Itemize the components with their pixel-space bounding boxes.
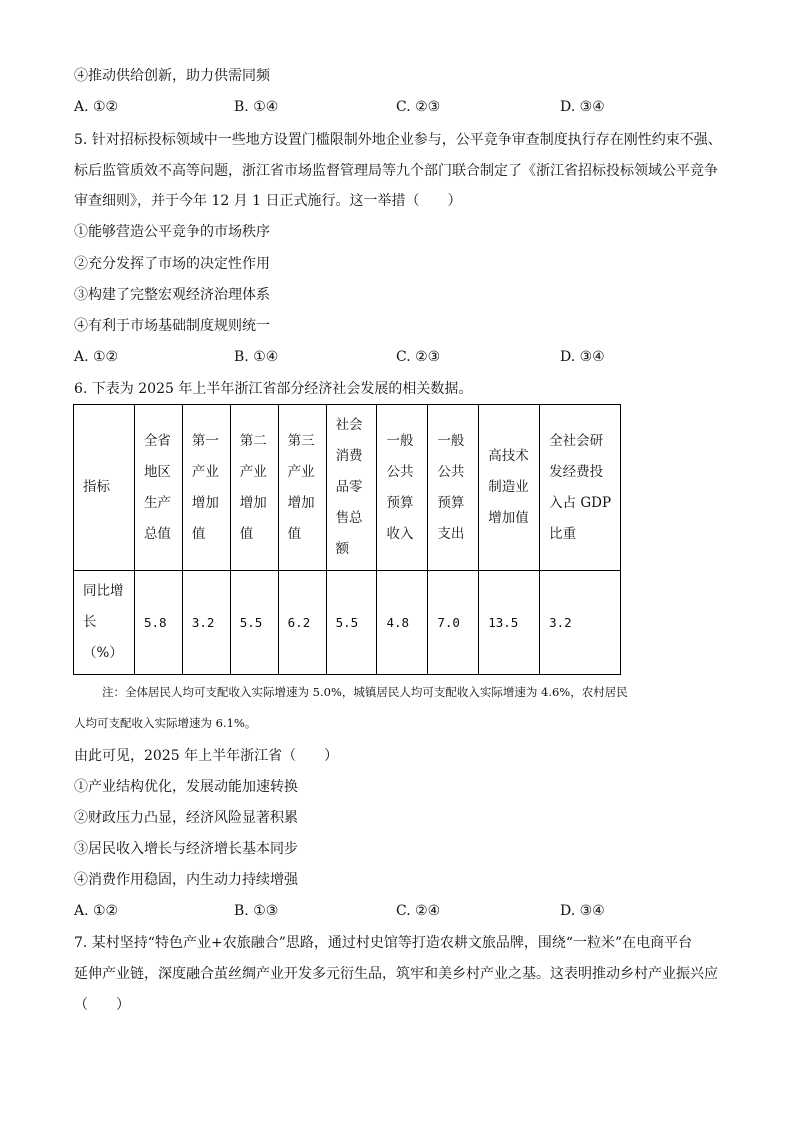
header-text: 值 xyxy=(287,525,302,542)
header-cell-retail xyxy=(326,405,377,571)
table-note-line-1: 注：全体居民人均可支配收入实际增速为 5.0%，城镇居民人均可支配收入实际增速为 4.6%，农村居民 xyxy=(102,685,628,699)
q5-stem-line-2: 标后监管质效不高等问题，浙江省市场监督管理局等九个部门联合制定了《浙江省招标投标领域公平竞争 xyxy=(74,163,718,179)
header-text: 生产 xyxy=(143,494,171,511)
q5-option-b: B. ①④ xyxy=(234,349,279,365)
row-label-text: 长 xyxy=(83,614,97,630)
header-text: 比重 xyxy=(549,525,577,542)
q5-item-2: ②充分发挥了市场的决定性作用 xyxy=(74,256,270,272)
q7-stem-line-2: 延伸产业链，深度融合茧丝绸产业开发多元衍生品，筑牢和美乡村产业之基。这表明推动乡村产业振兴应 xyxy=(74,966,718,982)
header-text: 制造业 xyxy=(488,479,529,495)
header-cell-secondary xyxy=(230,405,278,571)
q6-item-3: ③居民收入增长与经济增长基本同步 xyxy=(74,841,298,857)
q4-item-4: ④推动供给创新，助力供需同频 xyxy=(74,68,270,84)
header-text: 总值 xyxy=(143,525,171,542)
q4-options xyxy=(74,97,694,117)
header-text: 增加 xyxy=(191,494,219,511)
q6-question: 由此可见，2025 年上半年浙江省（ ） xyxy=(74,748,339,764)
q6-option-c: C. ②④ xyxy=(396,903,441,919)
q6-item-2: ②财政压力凸显，经济风险显著积累 xyxy=(74,810,298,826)
header-cell-revenue xyxy=(377,405,428,571)
q6-option-d: D. ③④ xyxy=(560,903,605,919)
header-text: 品零 xyxy=(335,479,363,495)
header-text: 产业 xyxy=(191,463,219,480)
value-cell: 3.2 xyxy=(182,571,230,675)
value-cell: 5.5 xyxy=(326,571,377,675)
table-note-line-2: 人均可支配收入实际增速为 6.1%。 xyxy=(74,716,257,730)
header-text: 值 xyxy=(239,525,254,542)
header-text: 预算 xyxy=(437,494,465,511)
header-text: 消费 xyxy=(335,448,363,464)
header-text: 收入 xyxy=(386,525,414,542)
header-cell-hightech xyxy=(479,405,540,571)
header-cell-expenditure xyxy=(428,405,479,571)
q5-stem-line-3: 审查细则》，并于今年 12 月 1 日正式施行。这一举措（ ） xyxy=(74,193,462,209)
value-cell: 13.5 xyxy=(479,571,540,675)
q6-option-a: A. ①② xyxy=(74,903,119,919)
header-text: 全省 xyxy=(143,432,171,449)
header-text: 一般 xyxy=(386,432,414,449)
header-text: 全社会研 xyxy=(549,432,604,449)
q5-option-d: D. ③④ xyxy=(560,349,605,365)
header-text: 公共 xyxy=(386,463,414,480)
header-text: 额 xyxy=(335,541,350,557)
q4-option-c: C. ②③ xyxy=(396,99,441,115)
header-cell-gdp xyxy=(134,405,182,571)
header-label-cell xyxy=(74,405,135,571)
header-text: 社会 xyxy=(335,417,363,433)
q4-option-d: D. ③④ xyxy=(560,99,605,115)
q5-options xyxy=(74,347,694,367)
header-text: 值 xyxy=(191,525,206,542)
header-cell-primary xyxy=(182,405,230,571)
q7-stem-line-3: （ ） xyxy=(74,997,130,1013)
header-label: 指标 xyxy=(83,479,110,495)
header-text: 高技术 xyxy=(488,448,529,464)
row-label-cell xyxy=(74,571,135,675)
header-cell-tertiary xyxy=(278,405,326,571)
header-text: 发经费投 xyxy=(549,463,604,480)
value-cell: 4.8 xyxy=(377,571,428,675)
header-text: 一般 xyxy=(437,432,465,449)
q4-option-b: B. ①④ xyxy=(234,99,279,115)
q5-item-1: ①能够营造公平竞争的市场秩序 xyxy=(74,224,270,240)
row-label-text: 同比增 xyxy=(83,583,124,599)
value-cell: 7.0 xyxy=(428,571,479,675)
value-cell: 5.5 xyxy=(230,571,278,675)
header-text: 预算 xyxy=(386,494,414,511)
header-text: 第一 xyxy=(191,432,219,449)
header-text: 增加值 xyxy=(488,510,529,526)
q5-option-a: A. ①② xyxy=(74,349,119,365)
q7-stem-line-1: 7. 某村坚持“特色产业+农旅融合”思路，通过村史馆等打造农耕文旅品牌，围绕“一粒米”在电商平台 xyxy=(74,935,693,951)
table-header-row xyxy=(74,405,621,571)
header-text: 产业 xyxy=(287,463,315,480)
header-text: 第三 xyxy=(287,432,315,449)
q6-item-4: ④消费作用稳固，内生动力持续增强 xyxy=(74,872,298,888)
q6-option-b: B. ①③ xyxy=(234,903,279,919)
value-cell: 3.2 xyxy=(540,571,621,675)
header-text: 入占 GDP xyxy=(549,494,612,511)
header-text: 地区 xyxy=(143,463,171,480)
q6-data-table xyxy=(73,404,621,675)
value-cell: 6.2 xyxy=(278,571,326,675)
q5-item-4: ④有利于市场基础制度规则统一 xyxy=(74,318,270,334)
q4-option-a: A. ①② xyxy=(74,99,119,115)
header-text: 产业 xyxy=(239,463,267,480)
q6-item-1: ①产业结构优化，发展动能加速转换 xyxy=(74,779,298,795)
q6-options xyxy=(74,901,694,921)
header-text: 增加 xyxy=(239,494,267,511)
header-text: 售总 xyxy=(335,510,363,526)
value-cell: 5.8 xyxy=(134,571,182,675)
q5-item-3: ③构建了完整宏观经济治理体系 xyxy=(74,287,270,303)
q5-stem-line-1: 5. 针对招标投标领域中一些地方设置门槛限制外地企业参与，公平竞争审查制度执行存在刚性约束不强、 xyxy=(74,132,722,148)
header-text: 公共 xyxy=(437,463,465,480)
header-cell-rd xyxy=(540,405,621,571)
q6-stem: 6. 下表为 2025 年上半年浙江省部分经济社会发展的相关数据。 xyxy=(74,381,473,397)
header-text: 增加 xyxy=(287,494,315,511)
row-label-text: （%） xyxy=(83,645,123,661)
header-text: 第二 xyxy=(239,432,267,449)
table-value-row xyxy=(74,571,621,675)
header-text: 支出 xyxy=(437,525,465,542)
q5-option-c: C. ②③ xyxy=(396,349,441,365)
